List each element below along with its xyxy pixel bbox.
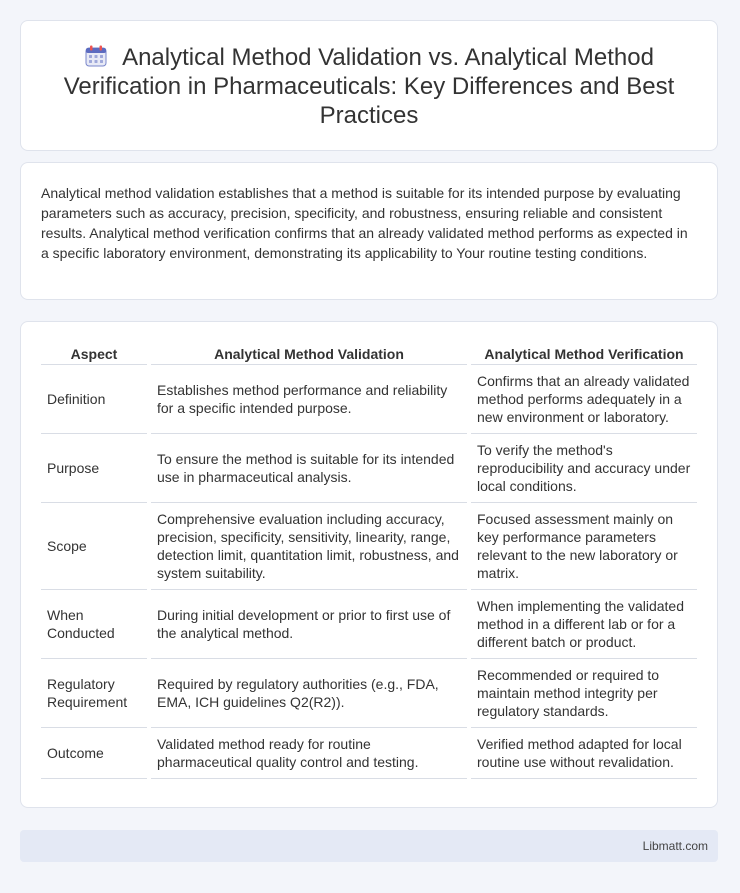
table-row [41, 590, 697, 659]
table-row [41, 659, 697, 728]
intro-card [20, 162, 718, 300]
footer-brand-link[interactable]: Libmatt.com [642, 839, 708, 853]
header-aspect: Aspect [41, 342, 147, 365]
row-validation: Validated method ready for routine pharmaceutical quality control and testing. [151, 728, 467, 779]
row-validation: Establishes method performance and reliability for a specific intended purpose. [151, 365, 467, 434]
table-header-row [41, 342, 697, 365]
row-verification: When implementing the validated method in a different lab or for a different batch or product. [471, 590, 697, 659]
header-verification: Analytical Method Verification [471, 342, 697, 365]
table-row [41, 503, 697, 590]
comparison-table-card [20, 321, 718, 808]
row-validation: During initial development or prior to first use of the analytical method. [151, 590, 467, 659]
table-row [41, 434, 697, 503]
row-validation: Required by regulatory authorities (e.g., FDA, EMA, ICH guidelines Q2(R2)). [151, 659, 467, 728]
row-verification: Confirms that an already validated method performs adequately in a new environment or laboratory. [471, 365, 697, 434]
comparison-table [37, 342, 701, 779]
footer [20, 830, 718, 862]
row-aspect: Regulatory Requirement [41, 659, 147, 728]
row-verification: Recommended or required to maintain method integrity per regulatory standards. [471, 659, 697, 728]
row-aspect: Scope [41, 503, 147, 590]
header-validation: Analytical Method Validation [151, 342, 467, 365]
row-aspect: When Conducted [41, 590, 147, 659]
page-title [61, 43, 677, 130]
intro-text: Analytical method validation establishes that a method is suitable for its intended purpose by evaluating parameters such as accuracy, precision, specificity, and robustness, ensuring reliable and consistent results. Analytical method verification confirms that an already validated method performs as expected in a specific laboratory environment, demonstrating its applicability to Your routine testing conditions. [41, 185, 688, 261]
row-aspect: Definition [41, 365, 147, 434]
table-row [41, 365, 697, 434]
title-card [20, 20, 718, 151]
calendar-icon [84, 44, 108, 68]
row-aspect: Purpose [41, 434, 147, 503]
row-aspect: Outcome [41, 728, 147, 779]
table-row [41, 728, 697, 779]
page-title-text: Analytical Method Validation vs. Analytical Method Verification in Pharmaceuticals: Key Differences and Best Practices [63, 44, 675, 129]
row-verification: Verified method adapted for local routine use without revalidation. [471, 728, 697, 779]
row-validation: Comprehensive evaluation including accuracy, precision, specificity, sensitivity, linearity, range, detection limit, quantitation limit, robustness, and system suitability. [151, 503, 467, 590]
row-validation: To ensure the method is suitable for its intended use in pharmaceutical analysis. [151, 434, 467, 503]
row-verification: Focused assessment mainly on key performance parameters relevant to the new laboratory or matrix. [471, 503, 697, 590]
row-verification: To verify the method's reproducibility and accuracy under local conditions. [471, 434, 697, 503]
